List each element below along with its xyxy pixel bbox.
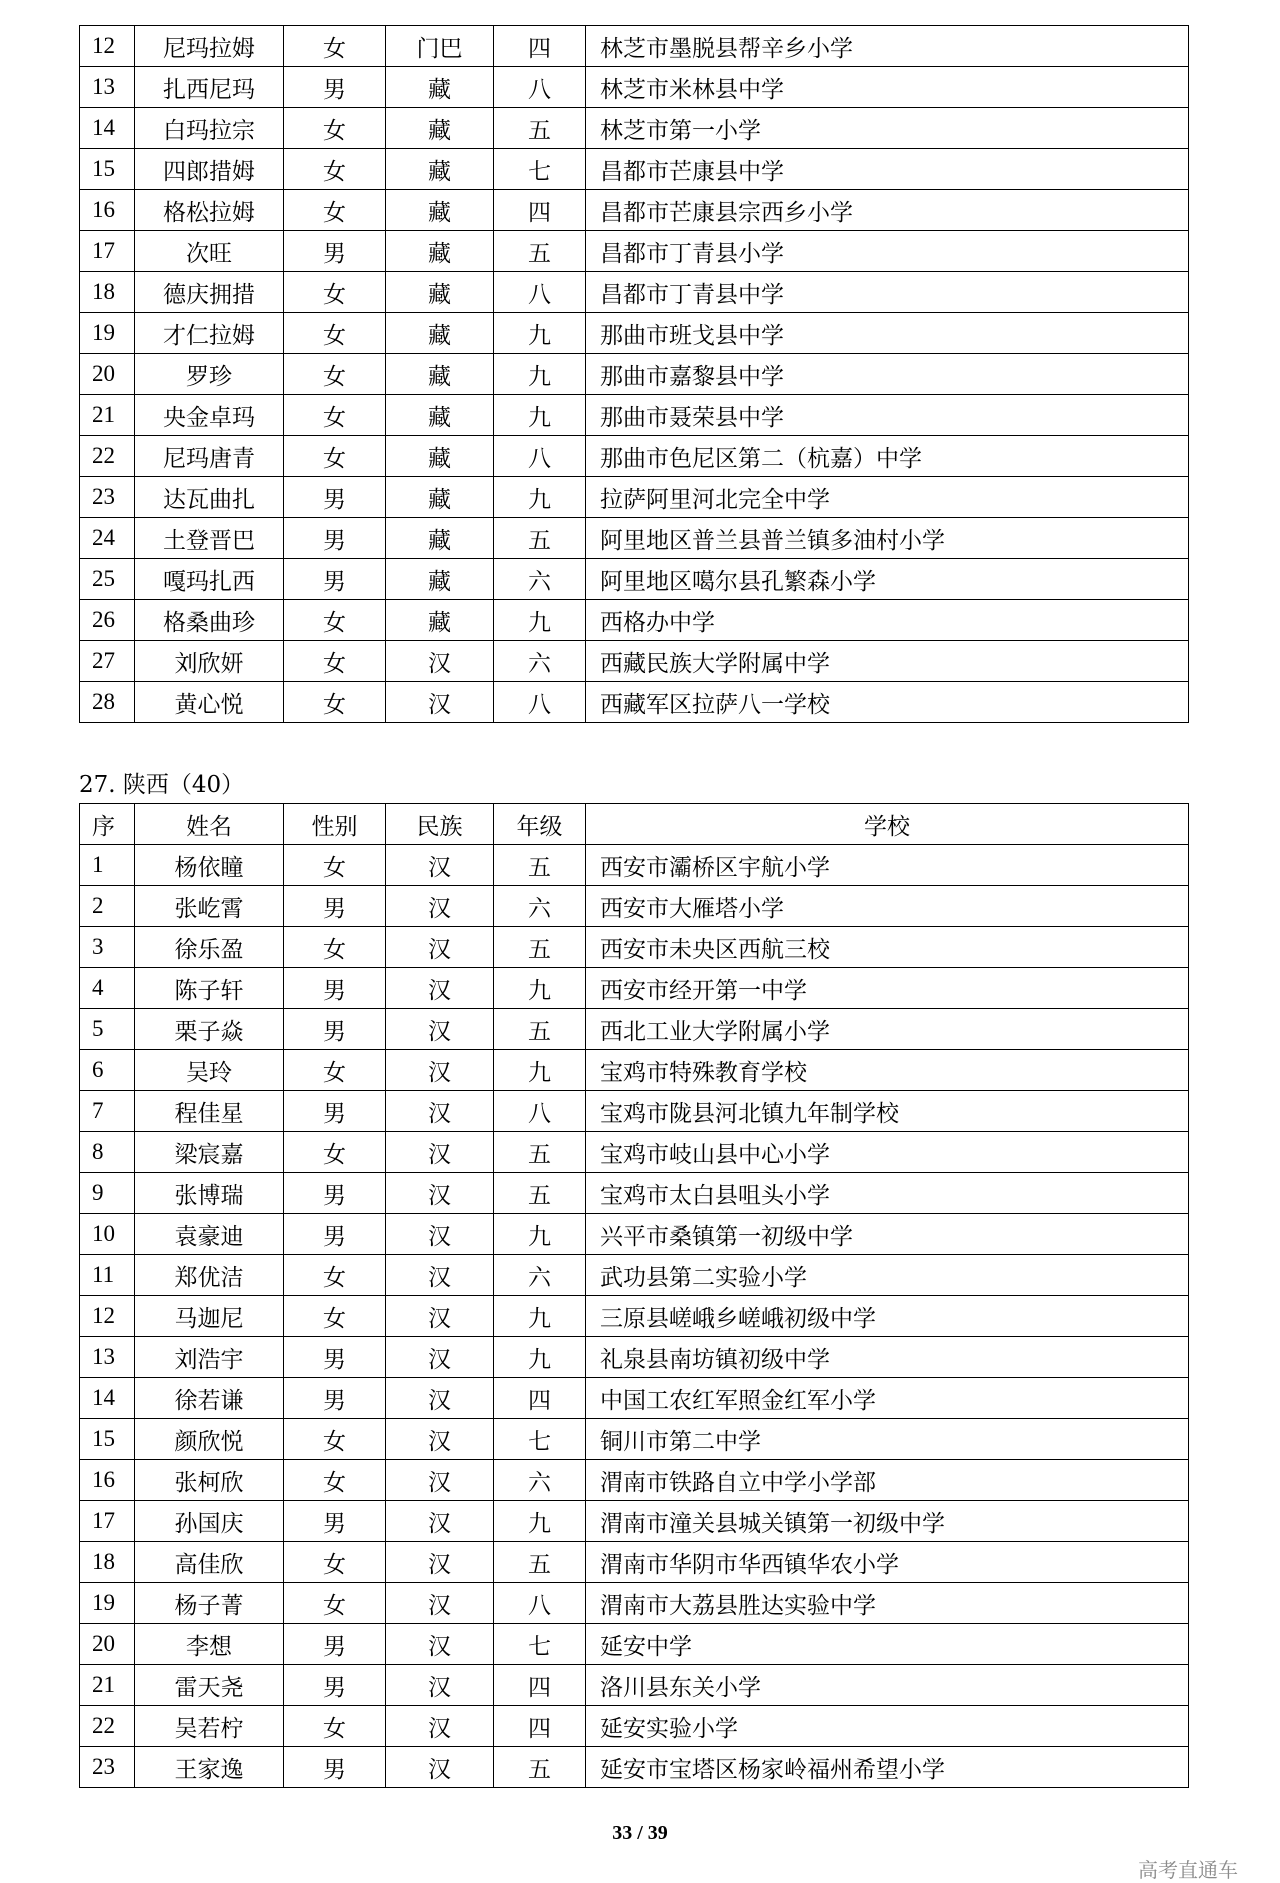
cell-school: 中国工农红军照金红军小学	[586, 1378, 1189, 1419]
section-title: 27. 陕西（40）	[79, 772, 245, 798]
cell-school: 延安实验小学	[586, 1706, 1189, 1747]
cell-name: 孙国庆	[135, 1501, 284, 1542]
table-row	[80, 1706, 1189, 1747]
cell-ethnicity: 汉	[386, 1460, 494, 1501]
cell-ethnicity: 汉	[386, 1706, 494, 1747]
cell-gender: 男	[284, 1337, 386, 1378]
cell-name: 张博瑞	[135, 1173, 284, 1214]
cell-index: 27	[80, 641, 135, 682]
cell-gender: 女	[284, 395, 386, 436]
cell-school: 宝鸡市岐山县中心小学	[586, 1132, 1189, 1173]
cell-ethnicity: 藏	[386, 436, 494, 477]
cell-school: 那曲市班戈县中学	[586, 313, 1189, 354]
cell-gender: 女	[284, 1419, 386, 1460]
cell-gender: 男	[284, 968, 386, 1009]
table-row	[80, 1337, 1189, 1378]
cell-ethnicity: 藏	[386, 395, 494, 436]
cell-name: 陈子轩	[135, 968, 284, 1009]
cell-grade: 五	[494, 927, 586, 968]
cell-ethnicity: 藏	[386, 190, 494, 231]
cell-gender: 女	[284, 436, 386, 477]
cell-ethnicity: 汉	[386, 1091, 494, 1132]
cell-ethnicity: 汉	[386, 1132, 494, 1173]
table-row	[80, 231, 1189, 272]
header-grade: 年级	[494, 804, 586, 845]
cell-ethnicity: 藏	[386, 67, 494, 108]
cell-ethnicity: 汉	[386, 1419, 494, 1460]
cell-grade: 九	[494, 1337, 586, 1378]
cell-school: 林芝市米林县中学	[586, 67, 1189, 108]
cell-name: 郑优洁	[135, 1255, 284, 1296]
cell-school: 渭南市华阴市华西镇华农小学	[586, 1542, 1189, 1583]
cell-school: 那曲市嘉黎县中学	[586, 354, 1189, 395]
cell-name: 张柯欣	[135, 1460, 284, 1501]
cell-index: 21	[80, 1665, 135, 1706]
cell-school: 宝鸡市太白县咀头小学	[586, 1173, 1189, 1214]
cell-grade: 九	[494, 600, 586, 641]
table-row	[80, 1419, 1189, 1460]
cell-grade: 四	[494, 1665, 586, 1706]
cell-gender: 女	[284, 1296, 386, 1337]
cell-gender: 男	[284, 231, 386, 272]
cell-grade: 五	[494, 518, 586, 559]
cell-name: 黄心悦	[135, 682, 284, 723]
cell-grade: 九	[494, 354, 586, 395]
cell-name: 央金卓玛	[135, 395, 284, 436]
cell-index: 17	[80, 231, 135, 272]
cell-school: 林芝市墨脱县帮辛乡小学	[586, 26, 1189, 67]
cell-gender: 女	[284, 1583, 386, 1624]
cell-ethnicity: 汉	[386, 1501, 494, 1542]
table-row	[80, 1296, 1189, 1337]
cell-index: 3	[80, 927, 135, 968]
cell-grade: 六	[494, 559, 586, 600]
cell-gender: 男	[284, 559, 386, 600]
cell-index: 7	[80, 1091, 135, 1132]
header-school: 学校	[586, 804, 1189, 845]
cell-index: 4	[80, 968, 135, 1009]
table-row	[80, 395, 1189, 436]
cell-ethnicity: 汉	[386, 1542, 494, 1583]
cell-gender: 女	[284, 313, 386, 354]
cell-name: 杨依瞳	[135, 845, 284, 886]
cell-school: 昌都市芒康县宗西乡小学	[586, 190, 1189, 231]
cell-grade: 九	[494, 1050, 586, 1091]
cell-grade: 九	[494, 1296, 586, 1337]
cell-grade: 五	[494, 231, 586, 272]
cell-ethnicity: 汉	[386, 641, 494, 682]
cell-name: 格松拉姆	[135, 190, 284, 231]
cell-school: 渭南市大荔县胜达实验中学	[586, 1583, 1189, 1624]
cell-index: 20	[80, 354, 135, 395]
cell-grade: 八	[494, 1091, 586, 1132]
cell-index: 1	[80, 845, 135, 886]
table-row	[80, 1173, 1189, 1214]
cell-grade: 八	[494, 272, 586, 313]
cell-gender: 女	[284, 1255, 386, 1296]
table1-body	[80, 26, 1189, 723]
cell-grade: 九	[494, 1214, 586, 1255]
cell-index: 24	[80, 518, 135, 559]
cell-ethnicity: 汉	[386, 886, 494, 927]
cell-name: 尼玛拉姆	[135, 26, 284, 67]
cell-index: 8	[80, 1132, 135, 1173]
cell-gender: 女	[284, 600, 386, 641]
table-row	[80, 1132, 1189, 1173]
cell-index: 20	[80, 1624, 135, 1665]
cell-name: 栗子焱	[135, 1009, 284, 1050]
cell-school: 林芝市第一小学	[586, 108, 1189, 149]
cell-school: 兴平市桑镇第一初级中学	[586, 1214, 1189, 1255]
cell-index: 10	[80, 1214, 135, 1255]
page-number: 33 / 39	[612, 1822, 668, 1844]
cell-name: 雷天尧	[135, 1665, 284, 1706]
cell-ethnicity: 汉	[386, 845, 494, 886]
cell-name: 德庆拥措	[135, 272, 284, 313]
cell-school: 西藏军区拉萨八一学校	[586, 682, 1189, 723]
cell-ethnicity: 汉	[386, 1665, 494, 1706]
cell-school: 延安市宝塔区杨家岭福州希望小学	[586, 1747, 1189, 1788]
cell-school: 宝鸡市特殊教育学校	[586, 1050, 1189, 1091]
cell-grade: 四	[494, 1706, 586, 1747]
cell-name: 张屹霄	[135, 886, 284, 927]
cell-name: 尼玛唐青	[135, 436, 284, 477]
cell-name: 刘欣妍	[135, 641, 284, 682]
cell-index: 19	[80, 1583, 135, 1624]
cell-gender: 女	[284, 641, 386, 682]
cell-gender: 男	[284, 1173, 386, 1214]
cell-gender: 男	[284, 518, 386, 559]
cell-gender: 男	[284, 1501, 386, 1542]
cell-grade: 六	[494, 1255, 586, 1296]
cell-school: 昌都市丁青县中学	[586, 272, 1189, 313]
cell-name: 次旺	[135, 231, 284, 272]
cell-name: 徐若谦	[135, 1378, 284, 1419]
cell-grade: 八	[494, 67, 586, 108]
cell-school: 那曲市聂荣县中学	[586, 395, 1189, 436]
cell-gender: 女	[284, 845, 386, 886]
watermark: 高考直通车	[1138, 1858, 1238, 1882]
table-row	[80, 436, 1189, 477]
table2-body	[80, 845, 1189, 1788]
cell-name: 土登晋巴	[135, 518, 284, 559]
table-row	[80, 149, 1189, 190]
table-row	[80, 1665, 1189, 1706]
cell-ethnicity: 汉	[386, 1009, 494, 1050]
cell-gender: 女	[284, 108, 386, 149]
cell-gender: 男	[284, 477, 386, 518]
cell-grade: 四	[494, 26, 586, 67]
cell-index: 14	[80, 1378, 135, 1419]
cell-gender: 女	[284, 149, 386, 190]
cell-gender: 女	[284, 1542, 386, 1583]
table-row	[80, 1214, 1189, 1255]
shaanxi-students-table	[79, 803, 1189, 1788]
cell-grade: 四	[494, 1378, 586, 1419]
cell-index: 28	[80, 682, 135, 723]
table-row	[80, 1501, 1189, 1542]
cell-ethnicity: 汉	[386, 682, 494, 723]
cell-grade: 九	[494, 1501, 586, 1542]
cell-index: 2	[80, 886, 135, 927]
cell-grade: 四	[494, 190, 586, 231]
table-row	[80, 108, 1189, 149]
cell-ethnicity: 藏	[386, 354, 494, 395]
cell-grade: 七	[494, 1624, 586, 1665]
cell-index: 14	[80, 108, 135, 149]
cell-school: 延安中学	[586, 1624, 1189, 1665]
cell-name: 程佳星	[135, 1091, 284, 1132]
header-row	[80, 804, 1189, 845]
cell-school: 武功县第二实验小学	[586, 1255, 1189, 1296]
cell-school: 那曲市色尼区第二（杭嘉）中学	[586, 436, 1189, 477]
cell-ethnicity: 汉	[386, 1583, 494, 1624]
cell-name: 罗珍	[135, 354, 284, 395]
cell-gender: 女	[284, 190, 386, 231]
cell-grade: 六	[494, 886, 586, 927]
cell-ethnicity: 门巴	[386, 26, 494, 67]
cell-name: 达瓦曲扎	[135, 477, 284, 518]
cell-index: 12	[80, 26, 135, 67]
cell-ethnicity: 藏	[386, 600, 494, 641]
cell-index: 25	[80, 559, 135, 600]
cell-school: 宝鸡市陇县河北镇九年制学校	[586, 1091, 1189, 1132]
cell-gender: 男	[284, 1378, 386, 1419]
cell-name: 扎西尼玛	[135, 67, 284, 108]
cell-school: 铜川市第二中学	[586, 1419, 1189, 1460]
cell-ethnicity: 藏	[386, 518, 494, 559]
table-row	[80, 26, 1189, 67]
cell-ethnicity: 藏	[386, 313, 494, 354]
cell-ethnicity: 汉	[386, 1296, 494, 1337]
cell-ethnicity: 汉	[386, 1050, 494, 1091]
table-row	[80, 600, 1189, 641]
cell-name: 梁宸嘉	[135, 1132, 284, 1173]
cell-ethnicity: 藏	[386, 559, 494, 600]
table-row	[80, 927, 1189, 968]
header-name: 姓名	[135, 804, 284, 845]
table-row	[80, 559, 1189, 600]
cell-gender: 男	[284, 886, 386, 927]
cell-name: 高佳欣	[135, 1542, 284, 1583]
cell-grade: 五	[494, 1542, 586, 1583]
cell-gender: 女	[284, 354, 386, 395]
cell-index: 11	[80, 1255, 135, 1296]
cell-gender: 女	[284, 1050, 386, 1091]
cell-grade: 八	[494, 1583, 586, 1624]
cell-ethnicity: 藏	[386, 149, 494, 190]
cell-ethnicity: 藏	[386, 477, 494, 518]
cell-gender: 男	[284, 1091, 386, 1132]
cell-name: 刘浩宇	[135, 1337, 284, 1378]
cell-index: 21	[80, 395, 135, 436]
cell-ethnicity: 汉	[386, 927, 494, 968]
students-table-continued	[79, 25, 1189, 723]
table-row	[80, 886, 1189, 927]
table-row	[80, 67, 1189, 108]
cell-school: 渭南市潼关县城关镇第一初级中学	[586, 1501, 1189, 1542]
cell-ethnicity: 汉	[386, 1214, 494, 1255]
table-row	[80, 313, 1189, 354]
cell-index: 16	[80, 190, 135, 231]
cell-name: 格桑曲珍	[135, 600, 284, 641]
cell-grade: 五	[494, 1132, 586, 1173]
cell-ethnicity: 藏	[386, 108, 494, 149]
table-row	[80, 1050, 1189, 1091]
table-row	[80, 682, 1189, 723]
cell-school: 西安市灞桥区宇航小学	[586, 845, 1189, 886]
table-row	[80, 354, 1189, 395]
cell-school: 阿里地区普兰县普兰镇多油村小学	[586, 518, 1189, 559]
cell-index: 17	[80, 1501, 135, 1542]
header-gender: 性别	[284, 804, 386, 845]
cell-index: 15	[80, 1419, 135, 1460]
cell-name: 白玛拉宗	[135, 108, 284, 149]
table-row	[80, 477, 1189, 518]
cell-grade: 七	[494, 149, 586, 190]
cell-grade: 九	[494, 395, 586, 436]
table-row	[80, 1378, 1189, 1419]
cell-index: 15	[80, 149, 135, 190]
cell-gender: 男	[284, 67, 386, 108]
cell-index: 26	[80, 600, 135, 641]
cell-grade: 五	[494, 1747, 586, 1788]
cell-index: 18	[80, 272, 135, 313]
cell-grade: 八	[494, 682, 586, 723]
cell-ethnicity: 汉	[386, 968, 494, 1009]
table-row	[80, 1255, 1189, 1296]
cell-grade: 五	[494, 845, 586, 886]
table-row	[80, 190, 1189, 231]
cell-gender: 男	[284, 1009, 386, 1050]
cell-name: 王家逸	[135, 1747, 284, 1788]
table-row	[80, 845, 1189, 886]
cell-school: 昌都市芒康县中学	[586, 149, 1189, 190]
cell-ethnicity: 汉	[386, 1173, 494, 1214]
cell-name: 徐乐盈	[135, 927, 284, 968]
cell-ethnicity: 藏	[386, 231, 494, 272]
cell-index: 6	[80, 1050, 135, 1091]
cell-gender: 女	[284, 1460, 386, 1501]
cell-ethnicity: 汉	[386, 1255, 494, 1296]
table-row	[80, 1583, 1189, 1624]
cell-school: 西安市大雁塔小学	[586, 886, 1189, 927]
table-row	[80, 1747, 1189, 1788]
cell-school: 昌都市丁青县小学	[586, 231, 1189, 272]
cell-name: 才仁拉姆	[135, 313, 284, 354]
table-row	[80, 518, 1189, 559]
cell-grade: 六	[494, 1460, 586, 1501]
cell-index: 18	[80, 1542, 135, 1583]
cell-index: 13	[80, 1337, 135, 1378]
cell-name: 杨子菁	[135, 1583, 284, 1624]
cell-grade: 五	[494, 1173, 586, 1214]
cell-index: 5	[80, 1009, 135, 1050]
cell-school: 西藏民族大学附属中学	[586, 641, 1189, 682]
cell-grade: 九	[494, 313, 586, 354]
cell-gender: 男	[284, 1214, 386, 1255]
cell-grade: 六	[494, 641, 586, 682]
cell-school: 阿里地区噶尔县孔繁森小学	[586, 559, 1189, 600]
cell-school: 西安市未央区西航三校	[586, 927, 1189, 968]
cell-name: 嘎玛扎西	[135, 559, 284, 600]
cell-index: 13	[80, 67, 135, 108]
table-row	[80, 1460, 1189, 1501]
cell-name: 马迦尼	[135, 1296, 284, 1337]
cell-index: 22	[80, 436, 135, 477]
header-index: 序	[80, 804, 135, 845]
table-row	[80, 641, 1189, 682]
cell-ethnicity: 汉	[386, 1378, 494, 1419]
cell-school: 拉萨阿里河北完全中学	[586, 477, 1189, 518]
cell-gender: 女	[284, 1132, 386, 1173]
table-row	[80, 1542, 1189, 1583]
cell-school: 礼泉县南坊镇初级中学	[586, 1337, 1189, 1378]
cell-gender: 女	[284, 682, 386, 723]
table-row	[80, 272, 1189, 313]
cell-school: 洛川县东关小学	[586, 1665, 1189, 1706]
cell-gender: 男	[284, 1665, 386, 1706]
cell-name: 吴玲	[135, 1050, 284, 1091]
cell-name: 四郎措姆	[135, 149, 284, 190]
cell-school: 西安市经开第一中学	[586, 968, 1189, 1009]
cell-school: 西北工业大学附属小学	[586, 1009, 1189, 1050]
cell-gender: 女	[284, 1706, 386, 1747]
cell-index: 9	[80, 1173, 135, 1214]
cell-index: 23	[80, 477, 135, 518]
cell-grade: 七	[494, 1419, 586, 1460]
cell-grade: 五	[494, 108, 586, 149]
cell-name: 袁豪迪	[135, 1214, 284, 1255]
cell-index: 12	[80, 1296, 135, 1337]
header-ethnicity: 民族	[386, 804, 494, 845]
cell-name: 李想	[135, 1624, 284, 1665]
cell-gender: 男	[284, 1624, 386, 1665]
cell-ethnicity: 汉	[386, 1747, 494, 1788]
table-row	[80, 1091, 1189, 1132]
cell-gender: 男	[284, 1747, 386, 1788]
cell-grade: 九	[494, 968, 586, 1009]
cell-name: 吴若柠	[135, 1706, 284, 1747]
cell-ethnicity: 汉	[386, 1624, 494, 1665]
cell-school: 渭南市铁路自立中学小学部	[586, 1460, 1189, 1501]
table-row	[80, 968, 1189, 1009]
cell-grade: 五	[494, 1009, 586, 1050]
cell-gender: 女	[284, 26, 386, 67]
cell-index: 19	[80, 313, 135, 354]
cell-ethnicity: 汉	[386, 1337, 494, 1378]
cell-index: 23	[80, 1747, 135, 1788]
cell-school: 三原县嵯峨乡嵯峨初级中学	[586, 1296, 1189, 1337]
cell-ethnicity: 藏	[386, 272, 494, 313]
cell-index: 22	[80, 1706, 135, 1747]
cell-grade: 九	[494, 477, 586, 518]
cell-grade: 八	[494, 436, 586, 477]
cell-gender: 女	[284, 927, 386, 968]
table-row	[80, 1624, 1189, 1665]
cell-index: 16	[80, 1460, 135, 1501]
cell-school: 西格办中学	[586, 600, 1189, 641]
table-row	[80, 1009, 1189, 1050]
cell-name: 颜欣悦	[135, 1419, 284, 1460]
cell-gender: 女	[284, 272, 386, 313]
